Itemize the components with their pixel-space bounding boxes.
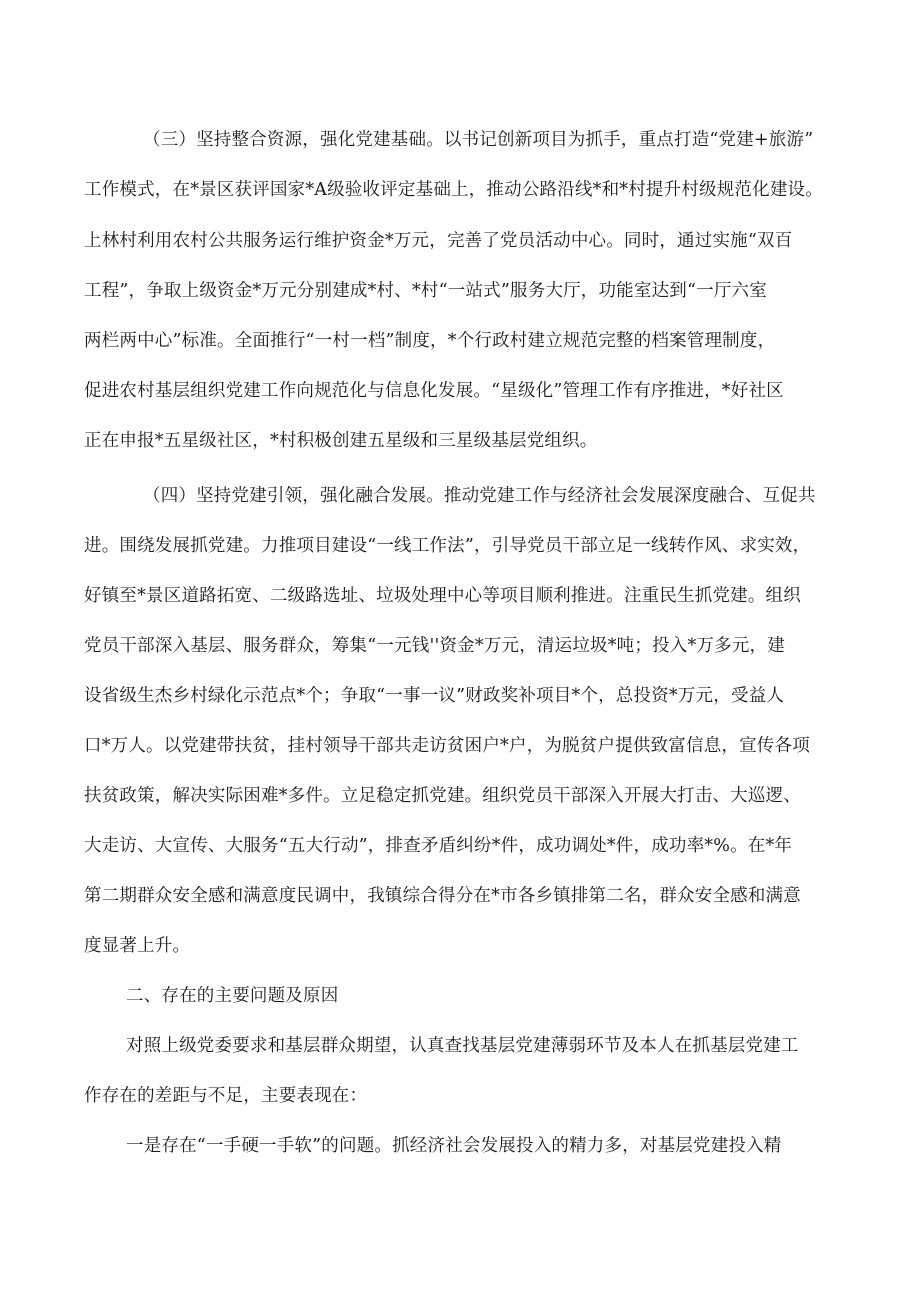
paragraph-4-line-10: 度显著上升。 (84, 936, 191, 956)
paragraph-6-line-1: 一是存在“一手硬一手软”的问题。抓经济社会发展投入的精力多，对基层党建投入精 (126, 1136, 782, 1156)
paragraph-4-line-8: 大走访、大宣传、大服务“五大行动”，排查矛盾纠纷*件，成功调处*件，成功率*%。在*年 (84, 836, 793, 856)
paragraph-3-line-5: 两栏两中心”标准。全面推行“一村一档”制度，*个行政村建立规范完整的档案管理制度， (84, 331, 776, 351)
paragraph-4-line-2: 进。围绕发展抓党建。力推项目建设“一线工作法”，引导党员干部立足一线转作风、求实效， (84, 536, 811, 556)
paragraph-4-line-4: 党员干部深入基层、服务群众，筹集“一元钱''资金*万元，清运垃圾*吨；投入*万多元，建 (84, 636, 785, 656)
section-heading-problems: 二、存在的主要问题及原因 (126, 986, 339, 1006)
paragraph-3-line-3: 上林村利用农村公共服务运行维护资金*万元，完善了党员活动中心。同时，通过实施“双百 (84, 231, 793, 251)
paragraph-3-line-6: 促进农村基层组织党建工作向规范化与信息化发展。“星级化”管理工作有序推进，*好社区 (84, 381, 784, 401)
paragraph-4-line-1: （四）坚持党建引领，强化融合发展。推动党建工作与经济社会发展深度融合、互促共 (143, 486, 816, 506)
paragraph-4-line-7: 扶贫政策，解决实际困难*多件。立足稳定抓党建。组织党员干部深入开展大打击、大巡逻、 (84, 786, 801, 806)
paragraph-4-line-5: 设省级生杰乡村绿化示范点*个；争取“一事一议”财政奖补项目*个，总投资*万元，受益人 (84, 686, 785, 706)
paragraph-5-line-1: 对照上级党委要求和基层群众期望，认真查找基层党建薄弱环节及本人在抓基层党建工 (126, 1036, 799, 1056)
paragraph-5-line-2: 作存在的差距与不足，主要表现在： (84, 1086, 368, 1106)
paragraph-4-line-6: 口*万人。以党建带扶贫，挂村领导干部共走访贫困户*户，为脱贫户提供致富信息，宣传各项 (84, 736, 810, 756)
paragraph-3-line-1: （三）坚持整合资源，强化党建基础。以书记创新项目为抓手，重点打造“党建+旅游” (143, 130, 814, 150)
paragraph-3-line-7: 正在申报*五星级社区，*村积极创建五星级和三星级基层党组织。 (84, 431, 598, 451)
paragraph-4-line-3: 好镇至*景区道路拓宽、二级路选址、垃圾处理中心等项目顺利推进。注重民生抓党建。组织 (84, 586, 801, 606)
paragraph-3-line-2: 工作模式，在*景区获评国家*A级验收评定基础上，推动公路沿线*和*村提升村级规范化建设。 (84, 180, 823, 200)
paragraph-3-line-4: 工程”，争取上级资金*万元分别建成*村、*村“一站式”服务大厅，功能室达到“一厅六室 (84, 281, 767, 301)
paragraph-4-line-9: 第二期群众安全感和满意度民调中，我镇综合得分在*市各乡镇排第二名，群众安全感和满意 (84, 886, 801, 906)
